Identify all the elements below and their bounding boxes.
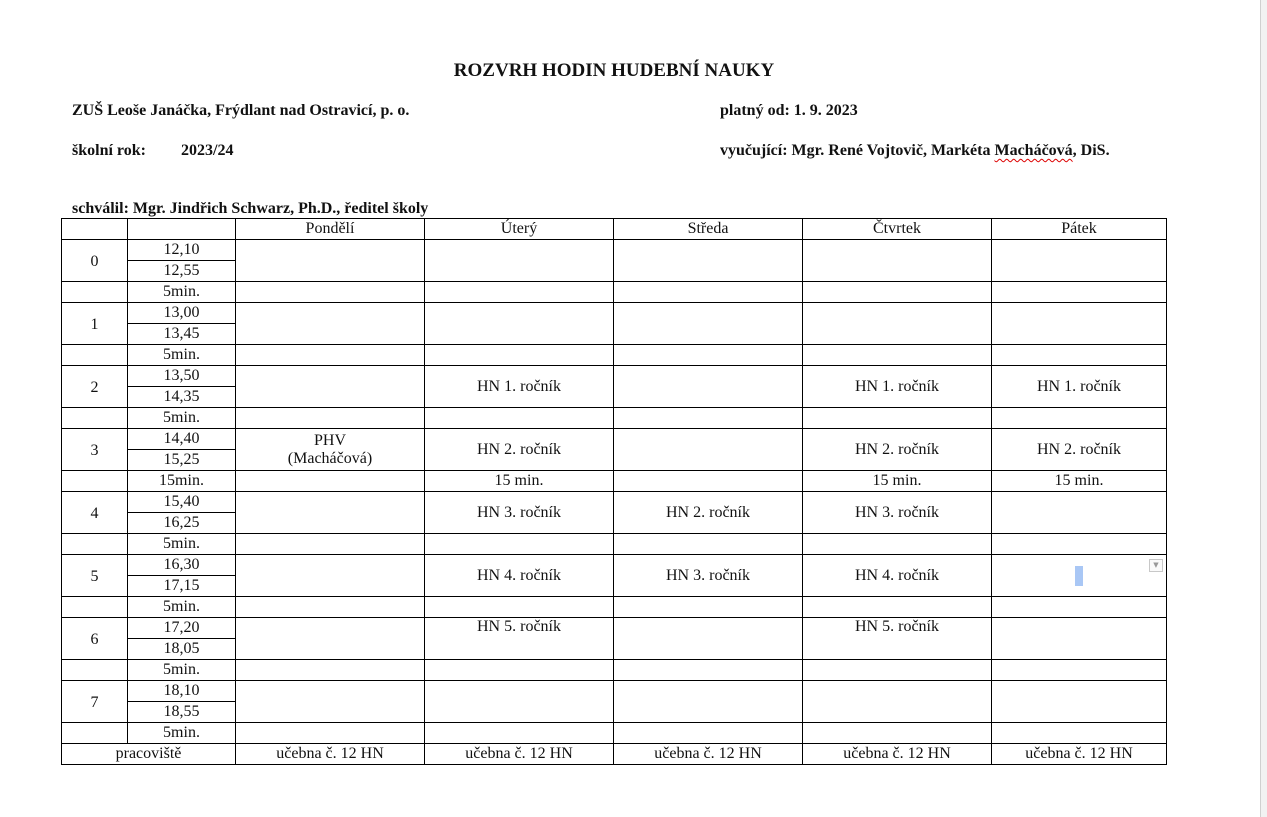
break-cell[interactable] — [992, 345, 1167, 366]
lesson-cell[interactable] — [803, 303, 992, 345]
period-start: 15,40 — [128, 492, 236, 513]
lesson-cell[interactable] — [425, 681, 614, 723]
teachers-prefix: vyučující: Mgr. René Vojtovič, Markéta — [720, 142, 995, 159]
break-cell[interactable] — [236, 723, 425, 744]
lesson-cell[interactable] — [236, 366, 425, 408]
period-number: 2 — [62, 366, 128, 408]
break-cell[interactable] — [803, 597, 992, 618]
teachers — [720, 142, 1110, 160]
break-row — [62, 471, 1167, 492]
break-cell[interactable] — [992, 723, 1167, 744]
break-cell[interactable] — [425, 345, 614, 366]
period-end: 13,45 — [128, 324, 236, 345]
lesson-cell[interactable]: HN 5. ročník — [425, 618, 614, 660]
break-cell[interactable] — [425, 282, 614, 303]
break-cell[interactable] — [425, 660, 614, 681]
lesson-cell[interactable]: HN 5. ročník — [803, 618, 992, 660]
lesson-cell[interactable] — [614, 303, 803, 345]
break-cell — [62, 597, 128, 618]
dropdown-arrow-icon[interactable]: ▼ — [1149, 559, 1163, 572]
break-row — [62, 660, 1167, 681]
lesson-cell[interactable] — [614, 429, 803, 471]
lesson-cell[interactable]: HN 2. ročník — [425, 429, 614, 471]
break-cell[interactable] — [425, 408, 614, 429]
period-row — [62, 555, 1167, 576]
period-start: 12,10 — [128, 240, 236, 261]
lesson-cell[interactable]: HN 2. ročník — [614, 492, 803, 534]
period-row — [62, 303, 1167, 324]
break-cell[interactable]: 15 min. — [803, 471, 992, 492]
break-cell[interactable] — [614, 723, 803, 744]
lesson-cell[interactable] — [992, 681, 1167, 723]
lesson-cell[interactable]: HN 4. ročník — [425, 555, 614, 597]
break-cell[interactable] — [236, 534, 425, 555]
lesson-cell[interactable] — [992, 492, 1167, 534]
header-empty-cell — [62, 219, 128, 240]
period-start: 14,40 — [128, 429, 236, 450]
break-duration: 15min. — [128, 471, 236, 492]
school-year-value: 2023/24 — [181, 142, 234, 159]
valid-from: platný od: 1. 9. 2023 — [720, 102, 858, 119]
break-duration: 5min. — [128, 597, 236, 618]
break-row — [62, 597, 1167, 618]
header-empty-cell — [128, 219, 236, 240]
break-cell[interactable] — [803, 723, 992, 744]
break-cell[interactable] — [614, 471, 803, 492]
lesson-cell[interactable] — [236, 618, 425, 660]
approved-by: schválil: Mgr. Jindřich Schwarz, Ph.D., ředitel školy — [72, 200, 429, 217]
break-duration: 5min. — [128, 723, 236, 744]
break-cell[interactable] — [803, 345, 992, 366]
school-year-label: školní rok: — [72, 142, 146, 159]
break-cell[interactable] — [425, 597, 614, 618]
break-cell[interactable] — [236, 597, 425, 618]
period-end: 12,55 — [128, 261, 236, 282]
day-header: Úterý — [425, 219, 614, 240]
day-header: Pátek — [992, 219, 1167, 240]
break-cell[interactable] — [425, 534, 614, 555]
lesson-cell[interactable] — [803, 240, 992, 282]
workplace-cell[interactable]: učebna č. 12 HN — [425, 744, 614, 765]
workplace-row — [62, 744, 1167, 765]
break-cell[interactable] — [992, 534, 1167, 555]
period-end: 18,05 — [128, 639, 236, 660]
lesson-cell[interactable] — [236, 681, 425, 723]
lesson-cell[interactable] — [236, 303, 425, 345]
lesson-cell[interactable]: HN 2. ročník — [803, 429, 992, 471]
day-header: Čtvrtek — [803, 219, 992, 240]
break-cell — [62, 660, 128, 681]
break-cell[interactable] — [803, 282, 992, 303]
break-cell[interactable]: 15 min. — [992, 471, 1167, 492]
teachers-name-misspelled: Macháčová — [994, 142, 1073, 159]
lesson-cell[interactable] — [236, 555, 425, 597]
break-cell — [62, 471, 128, 492]
break-cell[interactable] — [236, 282, 425, 303]
break-cell[interactable] — [992, 660, 1167, 681]
break-cell[interactable] — [992, 282, 1167, 303]
vertical-scrollbar[interactable] — [1260, 0, 1267, 817]
period-end: 14,35 — [128, 387, 236, 408]
lesson-cell[interactable] — [236, 240, 425, 282]
text-cursor-selection — [1075, 566, 1083, 586]
period-row — [62, 240, 1167, 261]
break-cell[interactable] — [614, 282, 803, 303]
break-duration: 5min. — [128, 660, 236, 681]
break-cell[interactable] — [614, 660, 803, 681]
break-duration: 5min. — [128, 345, 236, 366]
break-cell[interactable] — [425, 723, 614, 744]
break-row — [62, 282, 1167, 303]
break-cell[interactable] — [803, 534, 992, 555]
workplace-cell[interactable]: učebna č. 12 HN — [614, 744, 803, 765]
school-name: ZUŠ Leoše Janáčka, Frýdlant nad Ostravicí, p. o. — [72, 102, 410, 119]
lesson-cell[interactable]: HN 1. ročník — [425, 366, 614, 408]
period-end: 16,25 — [128, 513, 236, 534]
break-duration: 5min. — [128, 408, 236, 429]
lesson-line: (Macháčová) — [287, 449, 373, 467]
break-cell[interactable] — [614, 534, 803, 555]
timetable — [61, 218, 1167, 765]
lesson-cell[interactable] — [425, 240, 614, 282]
page-title: ROZVRH HODIN HUDEBNÍ NAUKY — [453, 60, 775, 81]
break-cell[interactable] — [803, 408, 992, 429]
lesson-cell[interactable] — [614, 618, 803, 660]
lesson-cell[interactable]: HN 1. ročník — [803, 366, 992, 408]
workplace-cell[interactable]: učebna č. 12 HN — [992, 744, 1167, 765]
workplace-cell[interactable]: učebna č. 12 HN — [236, 744, 425, 765]
period-number: 6 — [62, 618, 128, 660]
lesson-cell[interactable]: HN 3. ročník — [803, 492, 992, 534]
break-cell — [62, 345, 128, 366]
period-row — [62, 618, 1167, 639]
break-cell[interactable] — [614, 408, 803, 429]
lesson-cell[interactable] — [236, 429, 425, 471]
period-number: 0 — [62, 240, 128, 282]
lesson-cell[interactable]: HN 4. ročník — [803, 555, 992, 597]
teachers-suffix: , DiS. — [1072, 142, 1110, 159]
lesson-cell[interactable] — [992, 618, 1167, 660]
period-row — [62, 429, 1167, 450]
workplace-label: pracoviště — [62, 744, 236, 765]
lesson-line: PHV — [313, 431, 346, 449]
lesson-cell[interactable] — [992, 240, 1167, 282]
period-number: 4 — [62, 492, 128, 534]
header-row — [62, 219, 1167, 240]
lesson-cell[interactable]: HN 3. ročník — [425, 492, 614, 534]
break-duration: 5min. — [128, 282, 236, 303]
period-number: 5 — [62, 555, 128, 597]
break-cell[interactable] — [236, 471, 425, 492]
period-number: 7 — [62, 681, 128, 723]
period-start: 13,50 — [128, 366, 236, 387]
lesson-cell[interactable] — [614, 681, 803, 723]
break-duration: 5min. — [128, 534, 236, 555]
lesson-cell[interactable] — [992, 303, 1167, 345]
lesson-cell[interactable] — [614, 366, 803, 408]
lesson-cell[interactable] — [236, 492, 425, 534]
period-number: 3 — [62, 429, 128, 471]
break-cell[interactable] — [614, 345, 803, 366]
lesson-cell-selected[interactable] — [992, 555, 1167, 597]
lesson-cell[interactable]: HN 1. ročník — [992, 366, 1167, 408]
break-cell[interactable] — [236, 660, 425, 681]
break-cell[interactable]: 15 min. — [425, 471, 614, 492]
lesson-cell[interactable] — [425, 303, 614, 345]
period-start: 13,00 — [128, 303, 236, 324]
timetable-body — [62, 219, 1167, 765]
break-row — [62, 723, 1167, 744]
period-start: 16,30 — [128, 555, 236, 576]
break-cell[interactable] — [236, 408, 425, 429]
period-number: 1 — [62, 303, 128, 345]
break-cell[interactable] — [992, 597, 1167, 618]
period-start: 18,10 — [128, 681, 236, 702]
break-row — [62, 534, 1167, 555]
break-cell[interactable] — [614, 597, 803, 618]
break-cell — [62, 534, 128, 555]
period-end: 15,25 — [128, 450, 236, 471]
break-cell — [62, 282, 128, 303]
lesson-cell[interactable] — [614, 240, 803, 282]
break-cell[interactable] — [803, 660, 992, 681]
break-cell[interactable] — [992, 408, 1167, 429]
lesson-cell[interactable]: HN 2. ročník — [992, 429, 1167, 471]
lesson-cell[interactable] — [803, 681, 992, 723]
day-header: Středa — [614, 219, 803, 240]
break-cell — [62, 723, 128, 744]
period-row — [62, 681, 1167, 702]
period-row — [62, 492, 1167, 513]
break-row — [62, 345, 1167, 366]
period-end: 18,55 — [128, 702, 236, 723]
lesson-cell[interactable]: HN 3. ročník — [614, 555, 803, 597]
break-cell — [62, 408, 128, 429]
day-header: Pondělí — [236, 219, 425, 240]
break-row — [62, 408, 1167, 429]
period-row — [62, 366, 1167, 387]
workplace-cell[interactable]: učebna č. 12 HN — [803, 744, 992, 765]
period-start: 17,20 — [128, 618, 236, 639]
break-cell[interactable] — [236, 345, 425, 366]
period-end: 17,15 — [128, 576, 236, 597]
